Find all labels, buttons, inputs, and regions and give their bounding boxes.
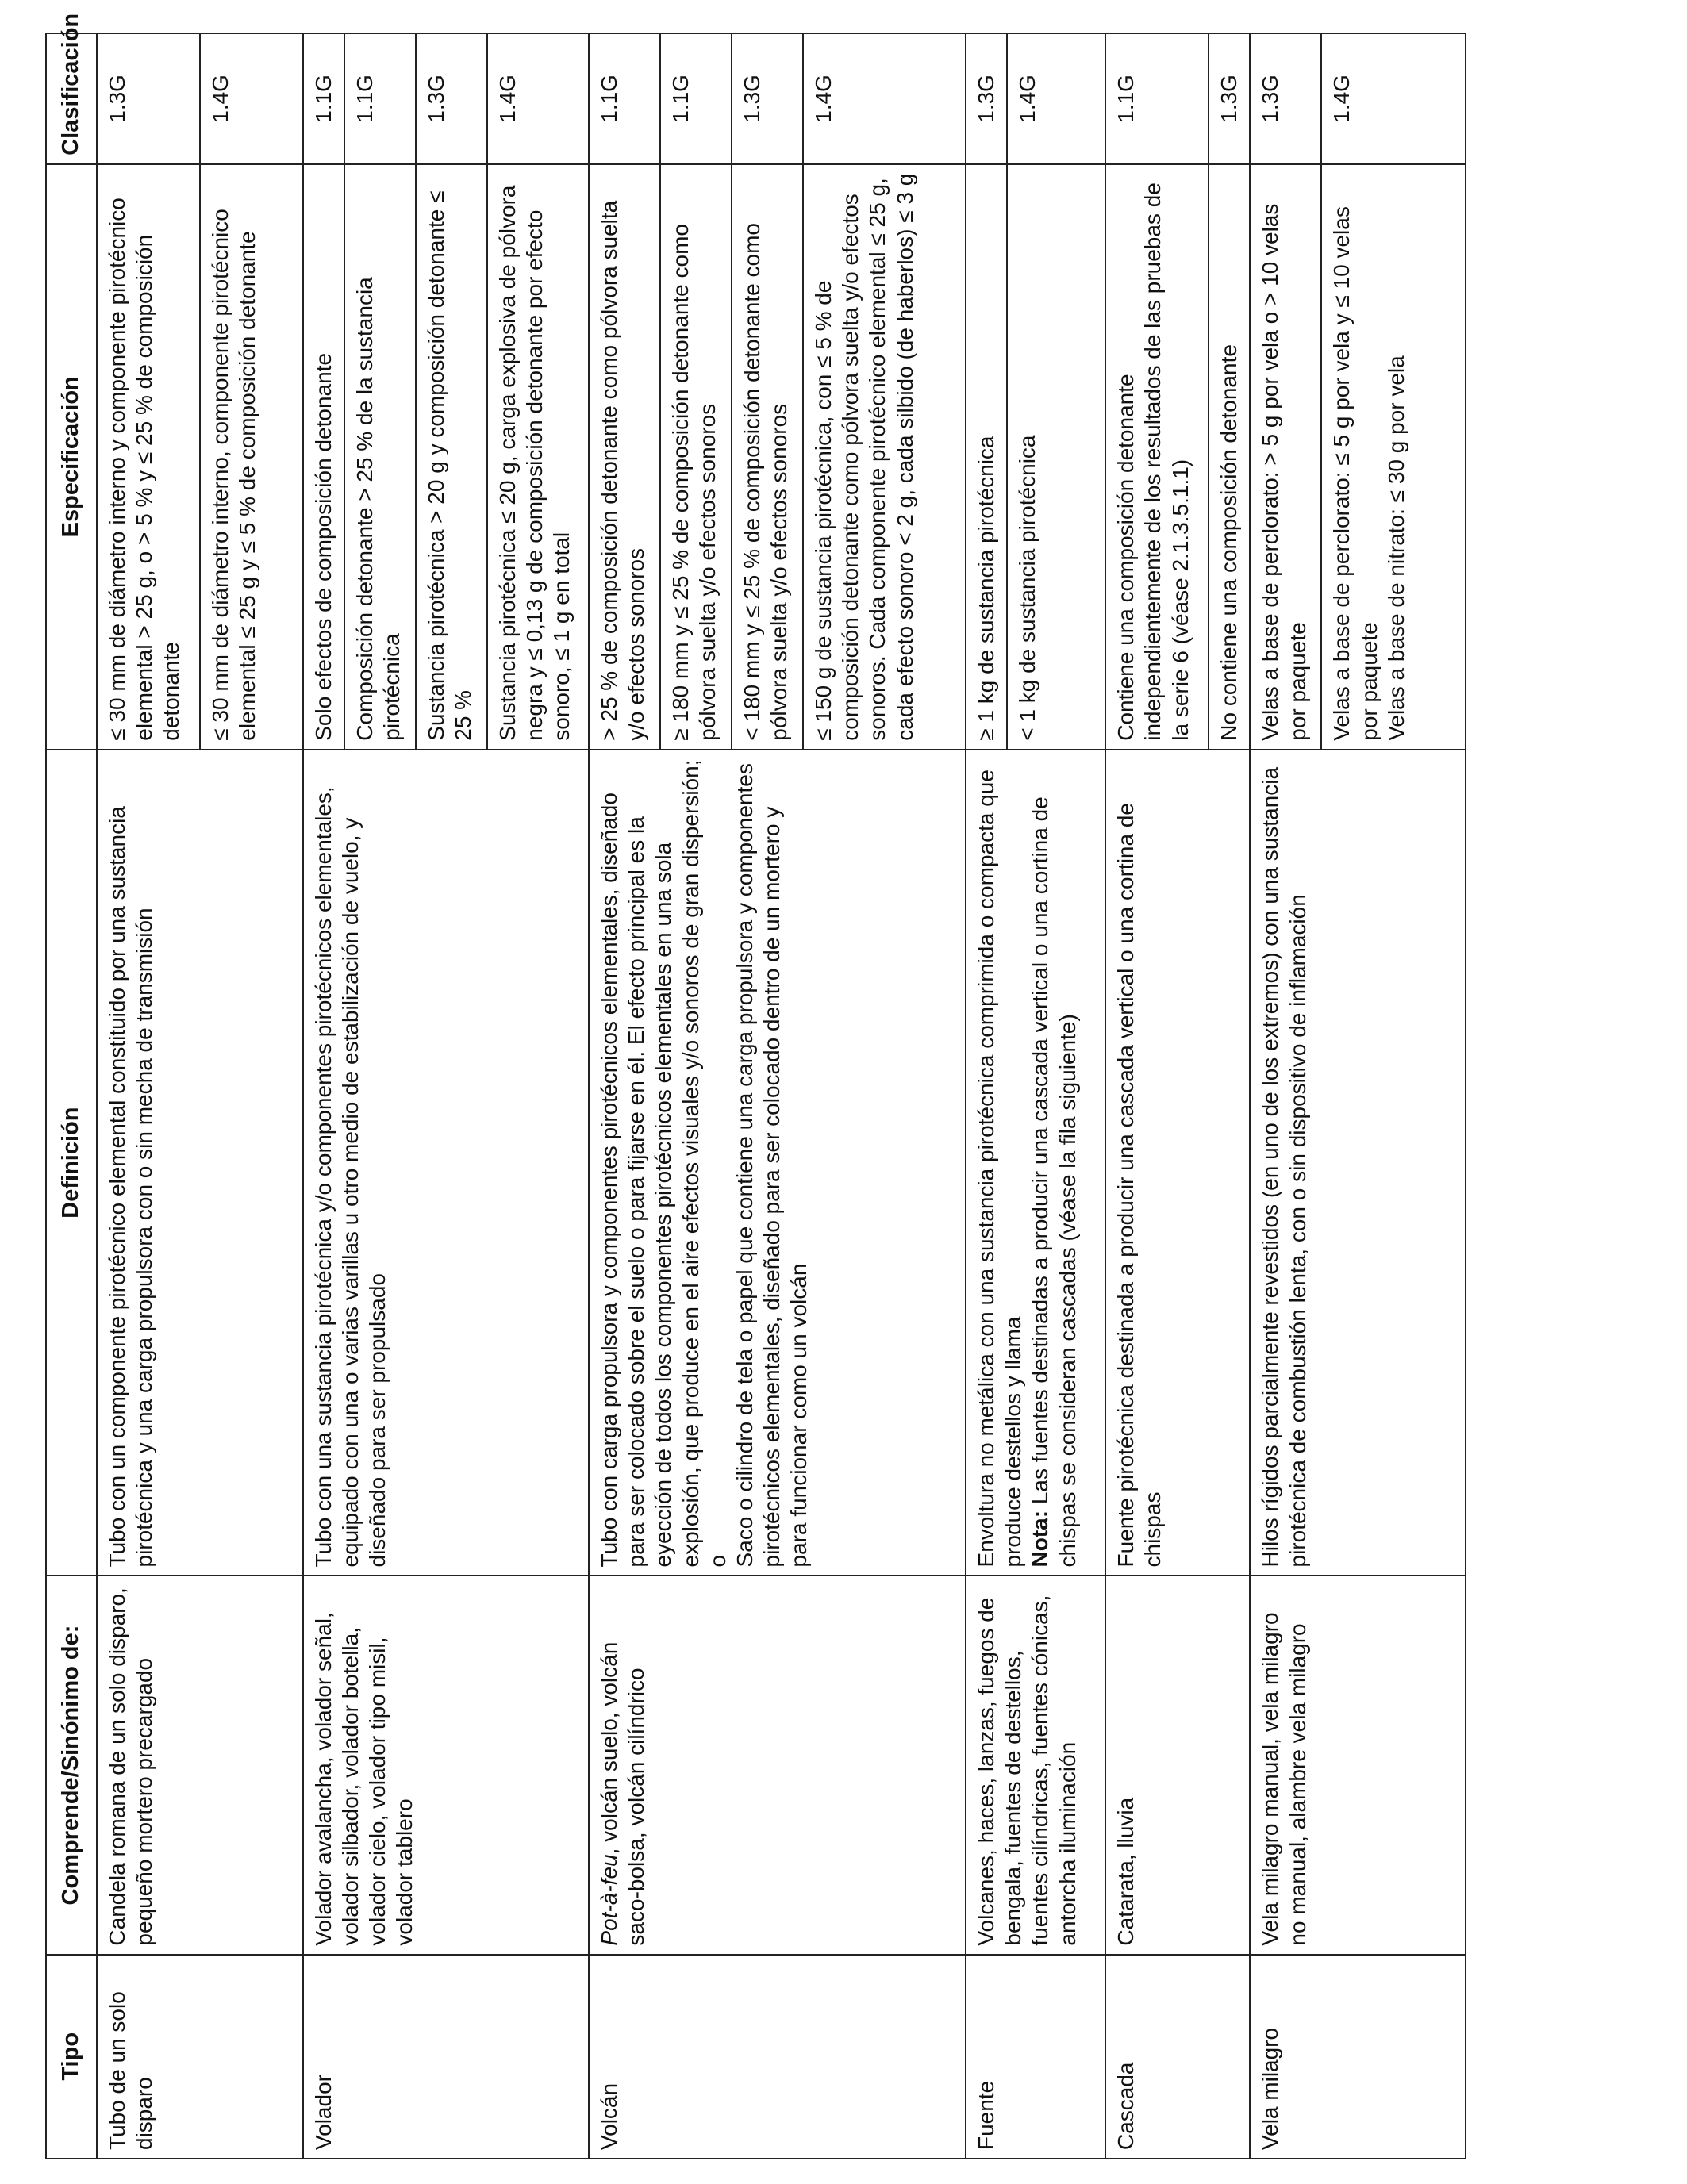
table-header-row	[46, 33, 97, 2159]
cell-especificacion: < 1 kg de sustancia pirotécnica	[1007, 164, 1105, 750]
table-row	[589, 33, 660, 2159]
definicion-parrafo: Envoltura no metálica con una sustancia pirotécnica comprimida o compacta que produce destellos y llama	[974, 770, 1026, 1568]
table-row	[1105, 33, 1209, 2159]
table-row	[303, 33, 344, 2159]
cell-definicion: Tubo con un componente pirotécnico elemental constituido por una sustancia pirotécnica y una carga propulsora con o sin mecha de transmisión	[97, 750, 303, 1576]
definicion-parrafo-1: Tubo con carga propulsora y componentes pirotécnicos elementales, diseñado para ser colocado sobre el suelo o para fijarse en él. El efecto principal es la eyección de todos los componentes pirotécnicos elementales en una sola explosión, que produce en el aire efectos visuales y/o sonoros de gran dispersión; o	[597, 759, 730, 1568]
cell-especificacion: Contiene una composición detonante independientemente de los resultados de las pruebas de la serie 6 (véase 2.1.3.5.1.1)	[1105, 164, 1209, 750]
cell-tipo: Fuente	[966, 1955, 1105, 2159]
cell-clasificacion: 1.3G	[1250, 33, 1321, 164]
fireworks-classification-table	[45, 13, 1466, 2159]
cell-clasificacion: 1.1G	[344, 33, 416, 164]
cell-tipo: Cascada	[1105, 1955, 1250, 2159]
header-especificacion: Especificación	[46, 164, 97, 750]
cell-comprende: Catarata, lluvia	[1105, 1576, 1250, 1954]
cell-comprende: Vela milagro manual, vela milagro no manual, alambre vela milagro	[1250, 1576, 1466, 1954]
comprende-italic: Pot-à-feu	[597, 1854, 622, 1946]
cell-especificacion: No contiene una composición detonante	[1209, 164, 1250, 750]
cell-clasificacion: 1.3G	[732, 33, 803, 164]
cell-especificacion: ≤ 30 mm de diámetro interno y componente pirotécnico elemental > 25 g, o > 5 % y ≤ 25 % de composición detonante	[97, 164, 200, 750]
cell-clasificacion: 1.4G	[1007, 33, 1105, 164]
cell-especificacion: ≥ 1 kg de sustancia pirotécnica	[966, 164, 1007, 750]
cell-clasificacion: 1.3G	[97, 33, 200, 164]
cell-clasificacion: 1.3G	[1209, 33, 1250, 164]
cell-comprende: Volador avalancha, volador señal, volador silbador, volador botella, volador cielo, volador tipo misil, volador tablero	[303, 1576, 589, 1954]
cell-clasificacion: 1.3G	[416, 33, 487, 164]
cell-comprende	[589, 1576, 966, 1954]
cell-especificacion: > 25 % de composición detonante como pólvora suelta y/o efectos sonoros	[589, 164, 660, 750]
nota-label: Nota:	[1028, 1510, 1053, 1568]
cell-clasificacion: 1.1G	[660, 33, 732, 164]
header-comprende: Comprende/Sinónimo de:	[46, 1576, 97, 1954]
especificacion-linea-2: Velas a base de nitrato: ≤ 30 g por vela	[1383, 355, 1408, 741]
cell-tipo: Vela milagro	[1250, 1955, 1466, 2159]
header-definicion: Definición	[46, 750, 97, 1576]
cell-clasificacion: 1.4G	[200, 33, 303, 164]
cell-clasificacion: 1.1G	[589, 33, 660, 164]
header-clasificacion: Clasificación	[46, 33, 97, 164]
cell-clasificacion: 1.4G	[803, 33, 966, 164]
cell-especificacion: < 180 mm y ≤ 25 % de composición detonante como pólvora suelta y/o efectos sonoros	[732, 164, 803, 750]
especificacion-linea-1: Velas a base de perclorato: ≤ 5 g por vela y ≤ 10 velas por paquete	[1329, 206, 1381, 741]
cell-especificacion: Velas a base de perclorato: > 5 g por vela o > 10 velas por paquete	[1250, 164, 1321, 750]
cell-especificacion: Solo efectos de composición detonante	[303, 164, 344, 750]
cell-clasificacion: 1.3G	[966, 33, 1007, 164]
definicion-parrafo-2: Saco o cilindro de tela o papel que contiene una carga propulsora y componentes pirotécnicos elementales, diseñado para ser colocado dentro de un mortero y para funcionar como un volcán	[732, 763, 812, 1568]
cell-tipo: Volcán	[589, 1955, 966, 2159]
cell-especificacion: ≥ 180 mm y ≤ 25 % de composición detonante como pólvora suelta y/o efectos sonoros	[660, 164, 732, 750]
cell-definicion	[589, 750, 966, 1576]
cell-especificacion: Sustancia pirotécnica > 20 g y composición detonante ≤ 25 %	[416, 164, 487, 750]
cell-tipo: Tubo de un solo disparo	[97, 1955, 303, 2159]
cell-especificacion: ≤ 30 mm de diámetro interno, componente pirotécnico elemental ≤ 25 g y ≤ 5 % de composición detonante	[200, 164, 303, 750]
comprende-rest: , volcán suelo, volcán saco-bolsa, volcán cilíndrico	[597, 1641, 649, 1946]
cell-especificacion: Sustancia pirotécnica ≤ 20 g, carga explosiva de pólvora negra y ≤ 0,13 g de composición detonante por efecto sonoro, ≤ 1 g en total	[487, 164, 589, 750]
nota-text: Las fuentes destinadas a producir una cascada vertical o una cortina de chispas se consideran cascadas (véase la fila siguiente)	[1028, 796, 1080, 1568]
cell-definicion: Tubo con una sustancia pirotécnica y/o componentes pirotécnicos elementales, equipado con una o varias varillas u otro medio de estabilización de vuelo, y diseñado para ser propulsado	[303, 750, 589, 1576]
rotated-page	[45, 13, 1466, 2159]
table-row	[1250, 33, 1321, 2159]
cell-comprende: Volcanes, haces, lanzas, fuegos de bengala, fuentes de destellos, fuentes cilíndricas, fuentes cónicas, antorcha iluminación	[966, 1576, 1105, 1954]
cell-definicion	[966, 750, 1105, 1576]
cell-clasificacion: 1.1G	[1105, 33, 1209, 164]
cell-definicion: Hilos rígidos parcialmente revestidos (en uno de los extremos) con una sustancia pirotécnica de combustión lenta, con o sin dispositivo de inflamación	[1250, 750, 1466, 1576]
cell-comprende: Candela romana de un solo disparo, pequeño mortero precargado	[97, 1576, 303, 1954]
cell-tipo: Volador	[303, 1955, 589, 2159]
cell-clasificacion: 1.4G	[1321, 33, 1466, 164]
table-row	[97, 33, 200, 2159]
cell-especificacion: Composición detonante > 25 % de la sustancia pirotécnica	[344, 164, 416, 750]
cell-clasificacion: 1.1G	[303, 33, 344, 164]
cell-especificacion	[1321, 164, 1466, 750]
cell-clasificacion: 1.4G	[487, 33, 589, 164]
cell-definicion: Fuente pirotécnica destinada a producir una cascada vertical o una cortina de chispas	[1105, 750, 1250, 1576]
cell-especificacion: ≤ 150 g de sustancia pirotécnica, con ≤ 5 % de composición detonante como pólvora suelta y/o efectos sonoros. Cada componente pirotécnico elemental ≤ 25 g, cada efecto sonoro < 2 g, cada silbido (de haberlos) ≤ 3 g	[803, 164, 966, 750]
definicion-nota	[1027, 758, 1081, 1568]
table-row	[966, 33, 1007, 2159]
header-tipo: Tipo	[46, 1955, 97, 2159]
